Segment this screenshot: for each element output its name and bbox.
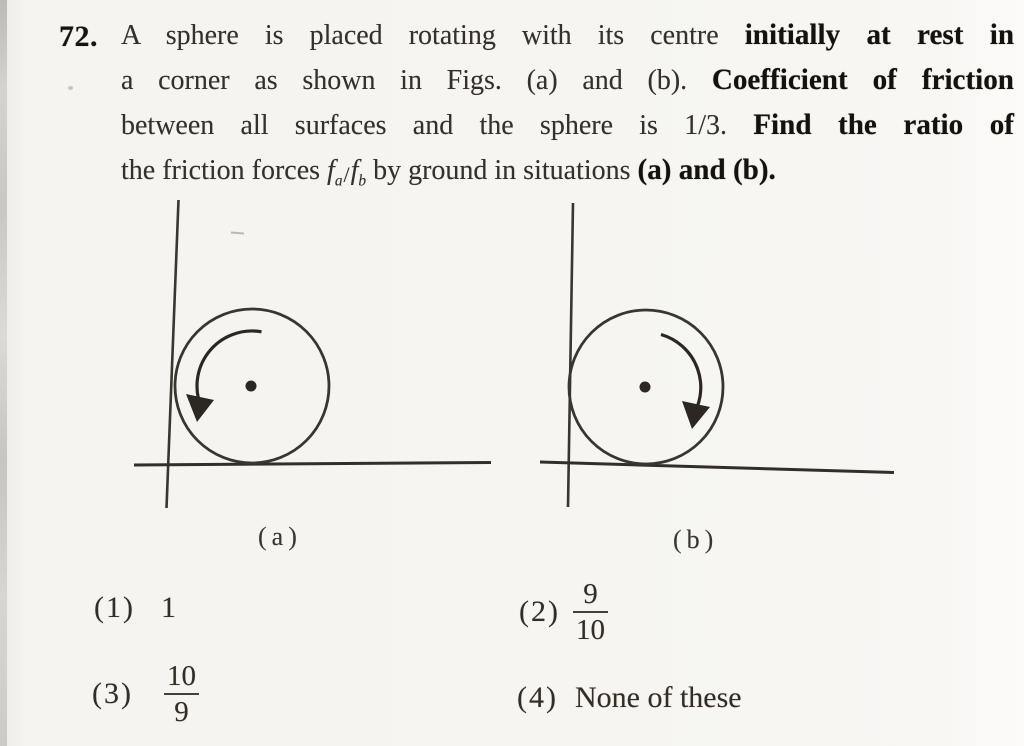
figure-a-label: (a) bbox=[258, 522, 302, 551]
text-run-normal: by ground in situations bbox=[366, 155, 638, 186]
fraction-bar bbox=[164, 693, 199, 695]
text-run-normal: between all surfaces and the sphere is 1/3. bbox=[121, 110, 754, 141]
rotation-arrow-head-b bbox=[682, 401, 710, 429]
text-run-bold: initially at rest in bbox=[744, 19, 1015, 51]
option-4 bbox=[517, 681, 742, 715]
option-3-marker: (3) bbox=[92, 677, 133, 711]
option-4-marker: (4) bbox=[517, 681, 558, 714]
text-run-normal: the friction forces bbox=[121, 155, 328, 186]
fraction-denominator: 9 bbox=[174, 695, 189, 728]
center-dot-b bbox=[640, 382, 651, 393]
f-a: f bbox=[327, 155, 335, 186]
fraction-numerator: 9 bbox=[583, 578, 598, 610]
fraction-slash: / bbox=[343, 163, 350, 187]
subscript-b: b bbox=[358, 172, 367, 190]
text-run-normal: a corner as shown in Figs. (a) and (b). bbox=[121, 65, 712, 96]
fraction-numerator: 10 bbox=[166, 660, 196, 692]
text-run-bold: Find the ratio of bbox=[753, 109, 1014, 141]
text-run-normal: A sphere is placed rotating with its centre bbox=[121, 20, 745, 51]
option-1 bbox=[94, 591, 176, 625]
figure-a bbox=[134, 200, 491, 508]
text-run-bold: (a) and (b). bbox=[637, 154, 776, 186]
option-1-value: 1 bbox=[160, 591, 176, 624]
f-b: f bbox=[350, 155, 359, 186]
fraction-bar bbox=[573, 611, 608, 613]
option-3 bbox=[92, 661, 199, 727]
option-2 bbox=[519, 579, 608, 645]
question-number: 72. bbox=[59, 20, 98, 53]
option-1-marker: (1) bbox=[94, 591, 135, 624]
rotation-arrow-head-a bbox=[186, 394, 214, 422]
ground-line-a bbox=[134, 463, 491, 466]
scan-speck bbox=[231, 233, 244, 234]
subscript-a: a bbox=[334, 172, 343, 190]
text-run-bold: Coefficient of friction bbox=[711, 64, 1014, 96]
option-4-value: None of these bbox=[574, 681, 742, 714]
option-2-fraction bbox=[573, 579, 608, 645]
wall-line-a bbox=[167, 200, 179, 508]
fraction-denominator: 10 bbox=[575, 613, 605, 646]
figure-b bbox=[540, 203, 894, 507]
option-2-marker: (2) bbox=[519, 595, 560, 629]
option-3-fraction bbox=[164, 661, 199, 727]
center-dot-a bbox=[246, 381, 257, 392]
figure-b-label: (b) bbox=[673, 525, 719, 554]
rotation-arrow-arc-a bbox=[197, 331, 261, 409]
ground-line-b bbox=[540, 462, 894, 473]
